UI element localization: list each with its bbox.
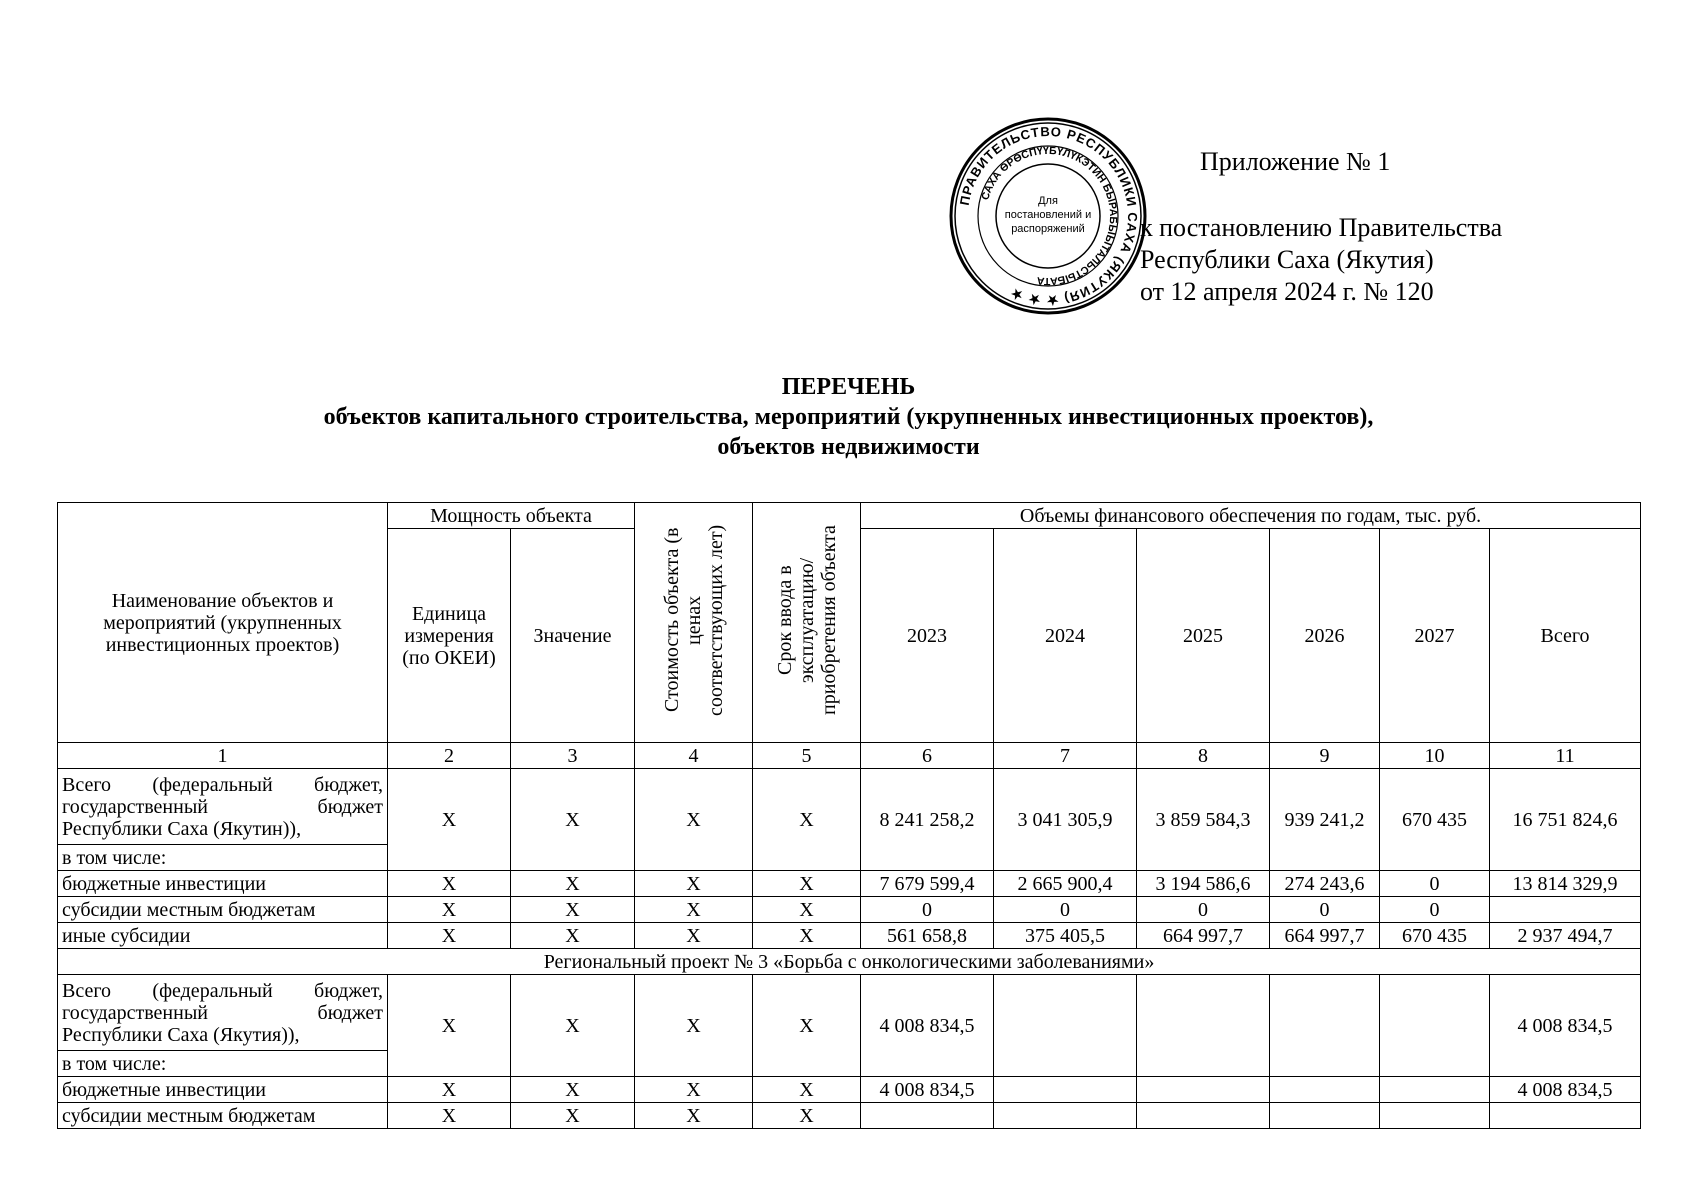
cell: Х [388,975,511,1077]
official-seal [948,116,1148,316]
column-number: 10 [1380,743,1490,769]
header-cost [635,503,753,743]
cell: Х [388,1077,511,1103]
header-year: 2024 [994,529,1137,743]
cell: 4 008 834,5 [1490,1077,1641,1103]
cell [994,1077,1137,1103]
row-label: субсидии местным бюджетам [58,1103,388,1129]
table-row [58,1077,1641,1103]
header-value: Значение [511,529,635,743]
cell: 375 405,5 [994,923,1137,949]
cell [994,1103,1137,1129]
header-total: Всего [1490,529,1641,743]
cell: 2 937 494,7 [1490,923,1641,949]
header-term [753,503,861,743]
cell: 0 [861,897,994,923]
header-year: 2023 [861,529,994,743]
cell: Х [511,897,635,923]
column-number: 4 [635,743,753,769]
cell: Х [511,1103,635,1129]
cell: 0 [1380,897,1490,923]
header-unit: Единица измерения (по ОКЕИ) [388,529,511,743]
column-number: 3 [511,743,635,769]
cell [1490,1103,1641,1129]
cell: Х [753,1103,861,1129]
svg-text:ПРАВИТЕЛЬСТВО РЕСПУБЛИКИ САХА: ПРАВИТЕЛЬСТВО РЕСПУБЛИКИ САХА (ЯКУТИЯ) ★ ★ ★ [956,123,1141,309]
row-label: в том числе: [58,1051,388,1077]
cell: Х [753,923,861,949]
header-term-text: Срок ввода в эксплуатацию/ приобретения объекта [773,525,840,715]
title-line-3: объектов недвижимости [717,434,980,460]
cell: Х [753,769,861,871]
cell: 4 008 834,5 [1490,975,1641,1077]
appendix-line-3: от 12 апреля 2024 г. № 120 [1140,277,1434,306]
cell: Х [388,769,511,871]
cell: 3 859 584,3 [1137,769,1270,871]
cell: 274 243,6 [1270,871,1380,897]
row-label: Всего (федеральный бюджет, государственный бюджет Республики Саха (Якутия)), [58,975,388,1051]
cell [1137,1103,1270,1129]
table-row [58,975,1641,1051]
cell: 8 241 258,2 [861,769,994,871]
cell: 664 997,7 [1270,923,1380,949]
column-number: 2 [388,743,511,769]
cell: Х [753,871,861,897]
cell: 670 435 [1380,923,1490,949]
appendix-line-2: Республики Саха (Якутия) [1140,245,1434,274]
cell: 4 008 834,5 [861,975,994,1077]
appendix-line-1: к постановлению Правительства [1140,213,1503,242]
cell [1137,1077,1270,1103]
cell: 561 658,8 [861,923,994,949]
cell [1270,1077,1380,1103]
cell: 0 [1270,897,1380,923]
title-line-1: ПЕРЕЧЕНЬ [781,374,916,400]
column-number: 7 [994,743,1137,769]
cell: Х [388,871,511,897]
cell [994,975,1137,1077]
table-row [58,871,1641,897]
cell [1380,1103,1490,1129]
project-title: Региональный проект № 3 «Борьба с онкологическими заболеваниями» [58,949,1641,975]
cell [1270,975,1380,1077]
header-cost-text: Стоимость объекта (в ценах соответствующих лет) [660,524,727,716]
svg-text:Для: Для [1038,195,1058,207]
cell: Х [753,975,861,1077]
row-label: бюджетные инвестиции [58,871,388,897]
cell: 2 665 900,4 [994,871,1137,897]
header-year: 2025 [1137,529,1270,743]
cell [1380,975,1490,1077]
header-year: 2026 [1270,529,1380,743]
cell: Х [388,897,511,923]
cell: 670 435 [1380,769,1490,871]
row-label: бюджетные инвестиции [58,1077,388,1103]
cell: Х [511,769,635,871]
cell: 0 [1380,871,1490,897]
appendix-number: Приложение № 1 [1200,147,1391,176]
row-label: иные субсидии [58,923,388,949]
cell: Х [388,1103,511,1129]
cell: Х [635,871,753,897]
cell [1270,1103,1380,1129]
cell: 4 008 834,5 [861,1077,994,1103]
objects-table [57,502,1641,1129]
column-number: 8 [1137,743,1270,769]
row-label: Всего (федеральный бюджет, государственный бюджет Республики Саха (Якутин)), [58,769,388,845]
cell: 3 194 586,6 [1137,871,1270,897]
table-row [58,949,1641,975]
header-year: 2027 [1380,529,1490,743]
cell [861,1103,994,1129]
column-number: 6 [861,743,994,769]
svg-text:постановлений и: постановлений и [1004,209,1092,221]
cell: 13 814 329,9 [1490,871,1641,897]
title-line-2: объектов капитального строительства, мероприятий (укрупненных инвестиционных проектов), [323,404,1374,430]
header-capacity: Мощность объекта [388,503,635,529]
cell: 939 241,2 [1270,769,1380,871]
header-name: Наименование объектов и мероприятий (укрупненных инвестиционных проектов) [58,503,388,743]
cell: Х [635,923,753,949]
table-row [58,923,1641,949]
cell: 16 751 824,6 [1490,769,1641,871]
cell: Х [753,897,861,923]
column-numbers-row [58,743,1641,769]
column-number: 11 [1490,743,1641,769]
cell: Х [511,923,635,949]
header-finance: Объемы финансового обеспечения по годам, тыс. руб. [861,503,1641,529]
cell: Х [635,769,753,871]
cell: Х [635,1103,753,1129]
row-label: в том числе: [58,845,388,871]
cell: Х [511,1077,635,1103]
svg-text:САХА ӨРӨСПҮҮБҮЛҮКЭТИН БЫРАБЫЫТ: САХА ӨРӨСПҮҮБҮЛҮКЭТИН БЫРАБЫЫТАЛЬСТЫБАТА [979,144,1120,288]
table-row [58,1103,1641,1129]
row-label: субсидии местным бюджетам [58,897,388,923]
svg-text:распоряжений: распоряжений [1011,223,1085,235]
cell [1137,975,1270,1077]
column-number: 5 [753,743,861,769]
cell: Х [635,1077,753,1103]
cell: Х [511,871,635,897]
cell: Х [635,975,753,1077]
cell [1490,897,1641,923]
cell: 3 041 305,9 [994,769,1137,871]
cell: 664 997,7 [1137,923,1270,949]
cell: 7 679 599,4 [861,871,994,897]
cell [1380,1077,1490,1103]
cell: Х [511,975,635,1077]
cell: 0 [994,897,1137,923]
cell: Х [753,1077,861,1103]
document-title [0,372,1697,462]
cell: Х [388,923,511,949]
column-number: 9 [1270,743,1380,769]
column-number: 1 [58,743,388,769]
table-row [58,897,1641,923]
table-row [58,769,1641,845]
cell: Х [635,897,753,923]
cell: 0 [1137,897,1270,923]
